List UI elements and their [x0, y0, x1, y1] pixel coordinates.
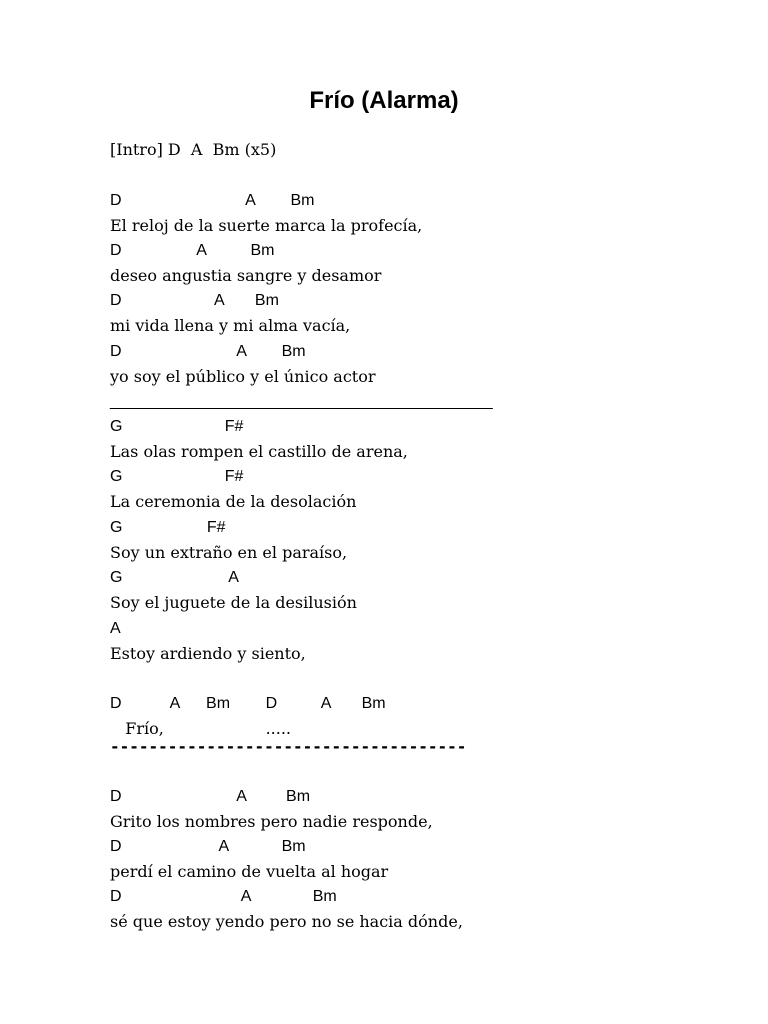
chord-line: D A Bm — [110, 888, 337, 905]
chord-line: A — [110, 620, 121, 637]
lyric-line: Las olas rompen el castillo de arena, — [110, 442, 408, 461]
lyric-line: Estoy ardiendo y siento, — [110, 644, 306, 663]
chord-line: D A Bm — [110, 242, 275, 259]
song-title: Frío (Alarma) — [309, 87, 459, 114]
underscore-separator: ___________________________________________ — [110, 393, 493, 410]
lyric-line: sé que estoy yendo pero no se hacia dónde, — [110, 912, 463, 931]
chord-line: G F# — [110, 468, 244, 485]
dashed-separator: ------------------------------------- — [110, 737, 467, 756]
chord-line: G F# — [110, 418, 244, 435]
lyric-line: El reloj de la suerte marca la profecía, — [110, 216, 423, 235]
lyric-line: mi vida llena y mi alma vacía, — [110, 316, 351, 335]
lyric-line: perdí el camino de vuelta al hogar — [110, 862, 389, 881]
chord-line: D A Bm — [110, 292, 279, 309]
chord-line: D A Bm — [110, 343, 306, 360]
chord-line: G A — [110, 569, 239, 586]
chord-line: D A Bm — [110, 838, 306, 855]
lyric-line: Soy un extraño en el paraíso, — [110, 543, 348, 562]
chord-line: D A Bm D A Bm — [110, 695, 386, 712]
lyric-line: Frío, ..... — [110, 719, 291, 738]
chord-line: D A Bm — [110, 192, 315, 209]
chord-line: D A Bm — [110, 788, 311, 805]
chord-line: G F# — [110, 519, 226, 536]
lyric-line: deseo angustia sangre y desamor — [110, 266, 382, 285]
lyric-line: yo soy el público y el único actor — [110, 367, 376, 386]
lyric-line: Soy el juguete de la desilusión — [110, 593, 357, 612]
lyric-line: Grito los nombres pero nadie responde, — [110, 812, 433, 831]
lyric-line: La ceremonia de la desolación — [110, 492, 357, 511]
intro-line: [Intro] D A Bm (x5) — [110, 140, 277, 159]
